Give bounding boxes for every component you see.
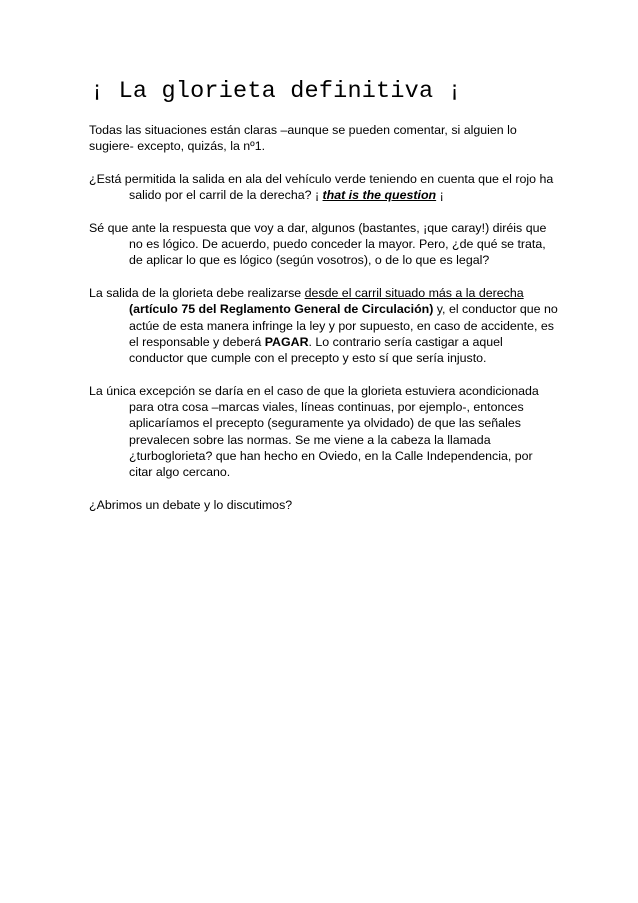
rule-underline: desde el carril situado más a la derecha — [304, 285, 524, 300]
document-body — [89, 78, 559, 529]
rule-start: La salida de la glorieta debe realizarse — [89, 285, 305, 300]
rule-end: . Lo contrario sería castigar a aquel conductor que cumple con el precepto y esto sí que sería injusto. — [129, 334, 503, 366]
document-title: ¡ La glorieta definitiva ¡ — [90, 78, 462, 105]
rule-article: (artículo 75 del Reglamento General de Circulación) — [129, 302, 434, 317]
question-text: ¿Está permitida la salida en ala del vehículo verde teniendo en cuenta que el rojo ha salido por el carril de la derecha? ¡ — [89, 171, 554, 203]
paragraph-closing: ¿Abrimos un debate y lo discutimos? — [89, 497, 293, 512]
rule-pay: PAGAR — [264, 334, 309, 349]
paragraph-rule — [89, 285, 559, 366]
paragraph-exception: La única excepción se daría en el caso de que la glorieta estuviera acondicionada para otra cosa –marcas viales, líneas continuas, por ejemplo-, entonces aplicaríamos el precepto (seguramente ya olvidado) de que las señales prevalecen sobre las normas. Se me viene a la cabeza la llamada ¿turboglorieta? que han hecho en Oviedo, en la Calle Independencia, por citar algo cercano. — [89, 383, 539, 480]
paragraph-answer-intro: Sé que ante la respuesta que voy a dar, algunos (bastantes, ¡que caray!) diréis que no es lógico. De acuerdo, puedo conceder la mayor. Pero, ¿de qué se trata, de aplicar lo que es lógico (según vosotros), o de lo que es legal? — [89, 220, 547, 268]
paragraph-intro: Todas las situaciones están claras –aunque se pueden comentar, si alguien lo sugiere- excepto, quizás, la nº1. — [89, 123, 517, 154]
question-emphasis: that is the question — [322, 188, 437, 203]
paragraph-question — [89, 171, 559, 204]
question-end: ¡ — [436, 188, 444, 203]
rule-middle: y, el conductor que no actúe de esta manera infringe la ley y por supuesto, en caso de accidente, es el responsable y deberá — [129, 302, 558, 349]
